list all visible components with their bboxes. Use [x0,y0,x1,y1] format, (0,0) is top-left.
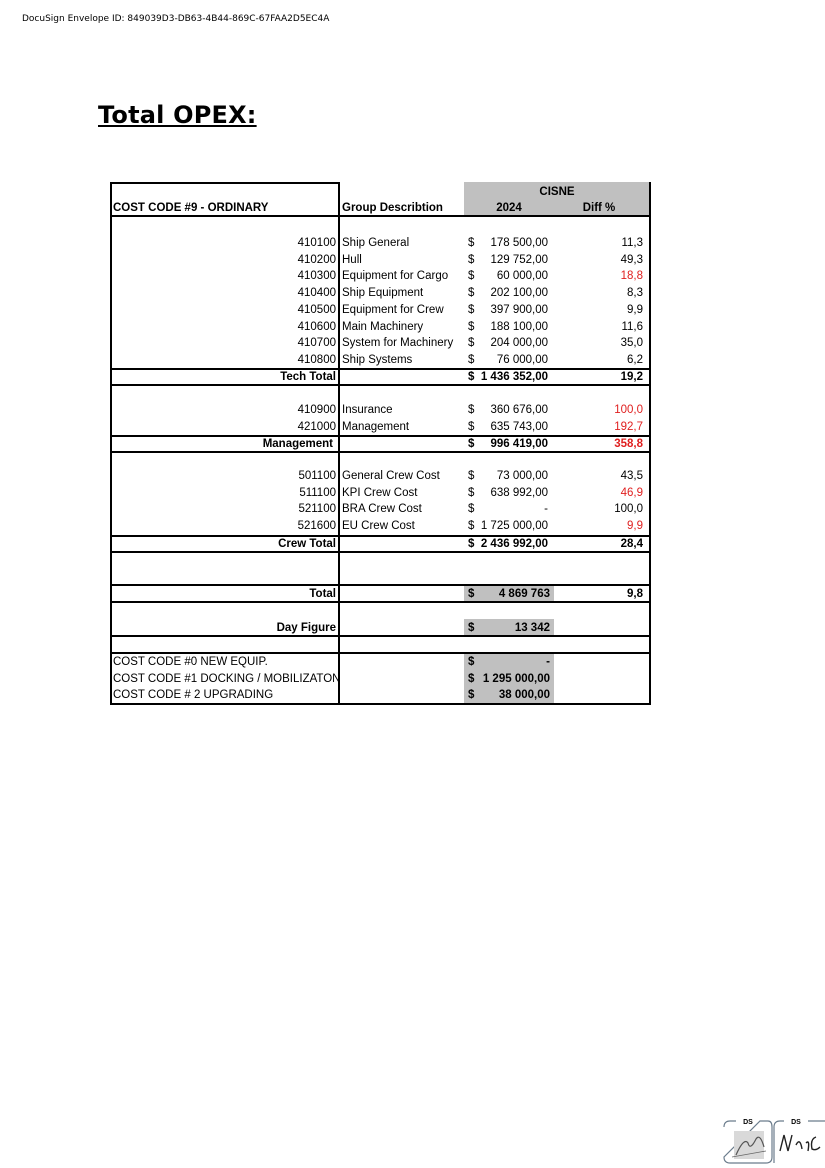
group-description: General Crew Cost [342,470,440,482]
day-figure-label: Day Figure [276,622,336,634]
ds-tag-2: DS [791,1119,801,1126]
group-description: Ship Equipment [342,287,424,300]
cost-code: 410700 [297,337,336,350]
other-cost-code-amount: - [546,656,550,668]
signature-initials-2 [772,1117,825,1165]
currency-symbol: $ [468,656,475,668]
group-description: Hull [342,253,362,266]
currency-symbol: $ [468,303,475,316]
amount: 188 100,00 [490,320,548,333]
currency-symbol: $ [468,270,475,283]
amount: 129 752,00 [490,253,548,266]
group-description: Equipment for Crew [342,303,444,316]
grand-total-amount: 4 869 763 [498,588,550,600]
amount: - [544,503,548,516]
grand-total-diff: 9,8 [627,588,643,600]
amount: 204 000,00 [490,337,548,350]
group-description: EU Crew Cost [342,520,415,533]
cost-code: 421000 [297,420,336,433]
currency-symbol: $ [468,353,475,366]
currency-symbol: $ [468,420,475,433]
diff-percent: 11,3 [621,237,643,249]
management-total-diff: 358,8 [614,438,643,450]
cost-code: 511100 [299,486,336,499]
diff-percent: 6,2 [627,353,643,366]
cost-code: 410900 [297,404,336,416]
amount: 1 725 000,00 [480,520,548,533]
diff-percent: 49,3 [620,253,643,266]
group-description: System for Machinery [342,337,454,350]
currency-symbol: $ [468,503,475,516]
amount: 635 743,00 [490,420,548,433]
tech-total-label: Tech Total [280,371,336,383]
other-cost-code-amount: 1 295 000,00 [482,672,550,685]
group-description: Ship Systems [342,353,413,366]
group-description: KPI Crew Cost [342,486,418,499]
diff-percent: 100,0 [614,503,643,516]
diff-percent: 9,9 [627,520,643,533]
currency-symbol: $ [468,470,475,482]
year-header: 2024 [496,202,522,214]
grand-total-label: Total [309,588,336,600]
currency-symbol: $ [468,337,475,350]
tech-total-diff: 19,2 [620,371,643,383]
crew-total-currency: $ [468,538,475,550]
amount: 76 000,00 [496,353,548,366]
other-cost-code-label: COST CODE # 2 UPGRADING [113,689,274,701]
cost-code: 410500 [297,303,336,316]
cost-code: 410100 [297,237,336,249]
currency-symbol: $ [468,689,475,701]
day-figure-amount: 13 342 [514,622,550,634]
other-cost-code-label: COST CODE #1 DOCKING / MOBILIZATON [113,672,341,685]
crew-total-label: Crew Total [278,538,336,550]
management-total-label: Management [262,438,333,450]
tech-total-amount: 1 436 352,00 [480,371,548,383]
currency-symbol: $ [468,253,475,266]
cost-code: 410400 [297,287,336,300]
cost-code: 410200 [297,253,336,266]
other-cost-code-label: COST CODE #0 NEW EQUIP. [113,656,268,668]
amount: 60 000,00 [496,270,548,283]
group-description: Main Machinery [342,320,424,333]
amount: 638 992,00 [490,486,548,499]
currency-symbol: $ [468,237,475,249]
cost-code-header: COST CODE #9 - ORDINARY [113,202,269,214]
grand-total-currency: $ [468,588,475,600]
cost-code: 521100 [298,503,336,516]
envelope-id: DocuSign Envelope ID: 849039D3-DB63-4B44-869C-67FAA2D5EC4A [22,14,330,24]
amount: 202 100,00 [490,287,548,300]
cost-code: 410300 [297,270,336,283]
cost-code: 521600 [297,520,336,533]
group-description: Management [342,420,410,433]
diff-percent: 43,5 [620,470,643,482]
group-description: Ship General [342,237,410,249]
group-description: BRA Crew Cost [342,503,422,516]
currency-symbol: $ [468,320,475,333]
amount: 178 500,00 [490,237,548,249]
cost-code: 410800 [297,353,336,366]
page-title: Total OPEX: [98,101,257,129]
other-cost-code-amount: 38 000,00 [498,689,550,701]
group-description: Equipment for Cargo [342,270,449,283]
amount: 73 000,00 [496,470,548,482]
diff-percent: 11,6 [621,320,643,333]
crew-total-diff: 28,4 [620,538,643,550]
ds-tag-1: DS [743,1119,753,1126]
currency-symbol: $ [468,287,475,300]
diff-header: Diff % [582,202,616,214]
day-figure-currency: $ [468,622,475,634]
currency-symbol: $ [468,520,475,533]
management-total-amount: 996 419,00 [490,438,548,450]
signature-initials-1 [722,1117,774,1165]
currency-symbol: $ [468,486,475,499]
amount: 360 676,00 [490,404,548,416]
diff-percent: 9,9 [627,303,643,316]
tech-total-currency: $ [468,371,475,383]
cost-code: 410600 [297,320,336,333]
currency-symbol: $ [468,672,475,685]
diff-percent: 192,7 [614,420,643,433]
diff-percent: 100,0 [614,404,643,416]
vessel-name: CISNE [539,186,575,198]
management-total-currency: $ [468,438,475,450]
opex-table [110,182,650,705]
crew-total-amount: 2 436 992,00 [480,538,548,550]
diff-percent: 46,9 [620,486,643,499]
diff-percent: 8,3 [627,287,643,300]
group-header: Group Describtion [342,202,443,214]
diff-percent: 35,0 [620,337,643,350]
currency-symbol: $ [468,404,475,416]
diff-percent: 18,8 [620,270,643,283]
group-description: Insurance [342,404,393,416]
cost-code: 501100 [298,470,336,482]
amount: 397 900,00 [490,303,548,316]
